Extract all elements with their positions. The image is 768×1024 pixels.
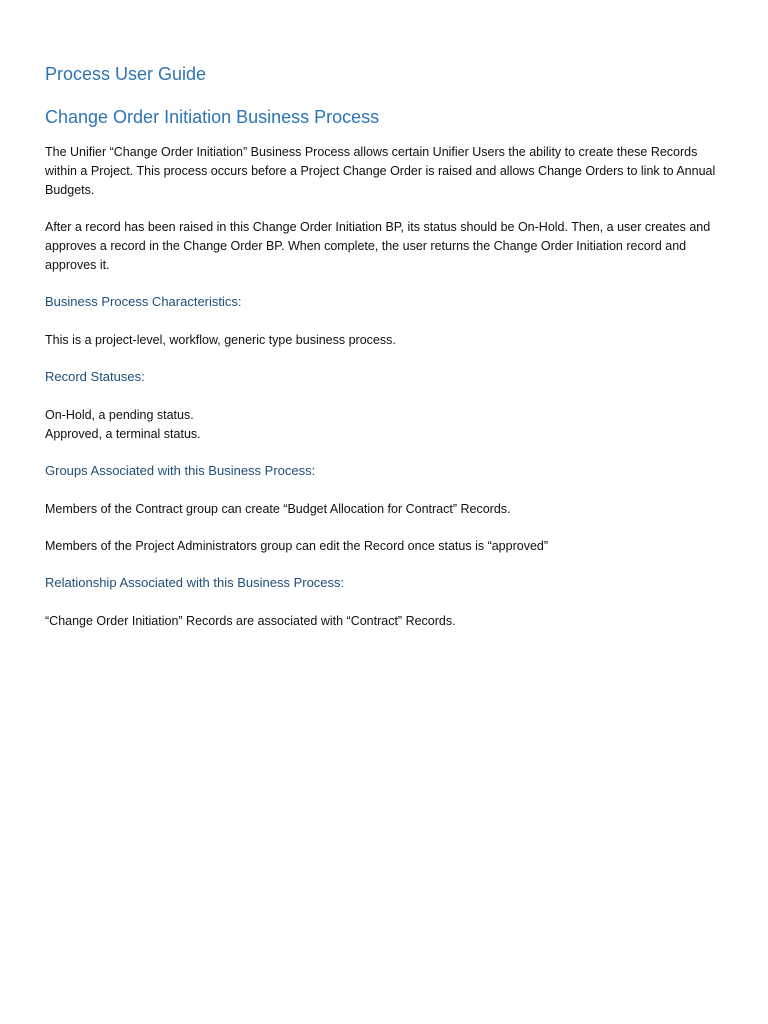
statuses-heading: Record Statuses:	[45, 369, 145, 384]
document-subtitle: Change Order Initiation Business Process	[45, 107, 380, 127]
relationship-heading: Relationship Associated with this Business Process:	[45, 575, 345, 590]
relationship-text: “Change Order Initiation” Records are associated with “Contract” Records.	[45, 614, 456, 628]
intro-paragraph-1: The Unifier “Change Order Initiation” Business Process allows certain Unifier Users the ability to create these Records within a Project. This process occurs before a Project Change Order is raised and allows Change Orders to link to Annual Budgets.	[45, 145, 716, 197]
groups-line-contract: Members of the Contract group can create “Budget Allocation for Contract” Records.	[45, 502, 511, 516]
intro-paragraph-2: After a record has been raised in this Change Order Initiation BP, its status should be On-Hold. Then, a user creates and approves a record in the Change Order BP. When complete, the user returns the Change Order Initiation record and approves it.	[45, 220, 711, 272]
characteristics-text: This is a project-level, workflow, generic type business process.	[45, 333, 396, 347]
characteristics-heading: Business Process Characteristics:	[45, 294, 242, 309]
groups-line-project-admins: Members of the Project Administrators group can edit the Record once status is “approved”	[45, 539, 549, 553]
status-line-on-hold: On-Hold, a pending status.	[45, 408, 194, 422]
groups-heading: Groups Associated with this Business Process:	[45, 463, 316, 478]
document-page	[45, 62, 725, 649]
document-title: Process User Guide	[45, 64, 207, 84]
status-line-approved: Approved, a terminal status.	[45, 427, 201, 441]
